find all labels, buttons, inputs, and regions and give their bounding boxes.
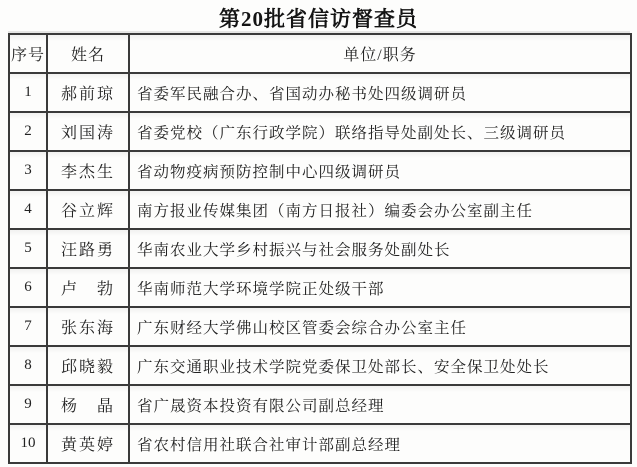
- column-header-serial: 序号: [9, 34, 47, 73]
- table-row: [9, 73, 631, 112]
- name-cell: 杨 晶: [47, 385, 129, 424]
- table-row: [9, 424, 631, 463]
- name-cell: 郝前琼: [47, 73, 129, 112]
- name-cell: 李杰生: [47, 151, 129, 190]
- unit-position-cell: 华南农业大学乡村振兴与社会服务处副处长: [129, 229, 631, 268]
- name-cell: 张东海: [47, 307, 129, 346]
- table-row: [9, 307, 631, 346]
- table-row: [9, 151, 631, 190]
- serial-number-cell: 8: [9, 346, 47, 385]
- serial-number-cell: 3: [9, 151, 47, 190]
- serial-number-cell: 6: [9, 268, 47, 307]
- serial-number-cell: 10: [9, 424, 47, 463]
- unit-position-cell: 广东财经大学佛山校区管委会综合办公室主任: [129, 307, 631, 346]
- table-row: [9, 229, 631, 268]
- unit-position-cell: 华南师范大学环境学院正处级干部: [129, 268, 631, 307]
- column-header-name: 姓名: [47, 34, 129, 73]
- unit-position-cell: 省委军民融合办、省国动办秘书处四级调研员: [129, 73, 631, 112]
- name-cell: 卢 勃: [47, 268, 129, 307]
- name-cell: 谷立辉: [47, 190, 129, 229]
- table-row: [9, 268, 631, 307]
- document-title: 第20批省信访督查员: [219, 7, 418, 31]
- column-header-unit-position: 单位/职务: [129, 34, 631, 73]
- name-cell: 刘国涛: [47, 112, 129, 151]
- table-row: [9, 346, 631, 385]
- serial-number-cell: 7: [9, 307, 47, 346]
- name-cell: 黄英婷: [47, 424, 129, 463]
- unit-position-cell: 南方报业传媒集团（南方日报社）编委会办公室副主任: [129, 190, 631, 229]
- unit-position-cell: 省广晟资本投资有限公司副总经理: [129, 385, 631, 424]
- table-header-row: [9, 34, 631, 73]
- unit-position-cell: 省农村信用社联合社审计部副总经理: [129, 424, 631, 463]
- serial-number-cell: 9: [9, 385, 47, 424]
- serial-number-cell: 5: [9, 229, 47, 268]
- unit-position-cell: 广东交通职业技术学院党委保卫处部长、安全保卫处处长: [129, 346, 631, 385]
- serial-number-cell: 1: [9, 73, 47, 112]
- table-row: [9, 112, 631, 151]
- unit-position-cell: 省委党校（广东行政学院）联络指导处副处长、三级调研员: [129, 112, 631, 151]
- table-row: [9, 385, 631, 424]
- name-cell: 邱晓毅: [47, 346, 129, 385]
- serial-number-cell: 4: [9, 190, 47, 229]
- inspectors-table: [8, 33, 632, 464]
- table-row: [9, 190, 631, 229]
- unit-position-cell: 省动物疫病预防控制中心四级调研员: [129, 151, 631, 190]
- serial-number-cell: 2: [9, 112, 47, 151]
- name-cell: 汪路勇: [47, 229, 129, 268]
